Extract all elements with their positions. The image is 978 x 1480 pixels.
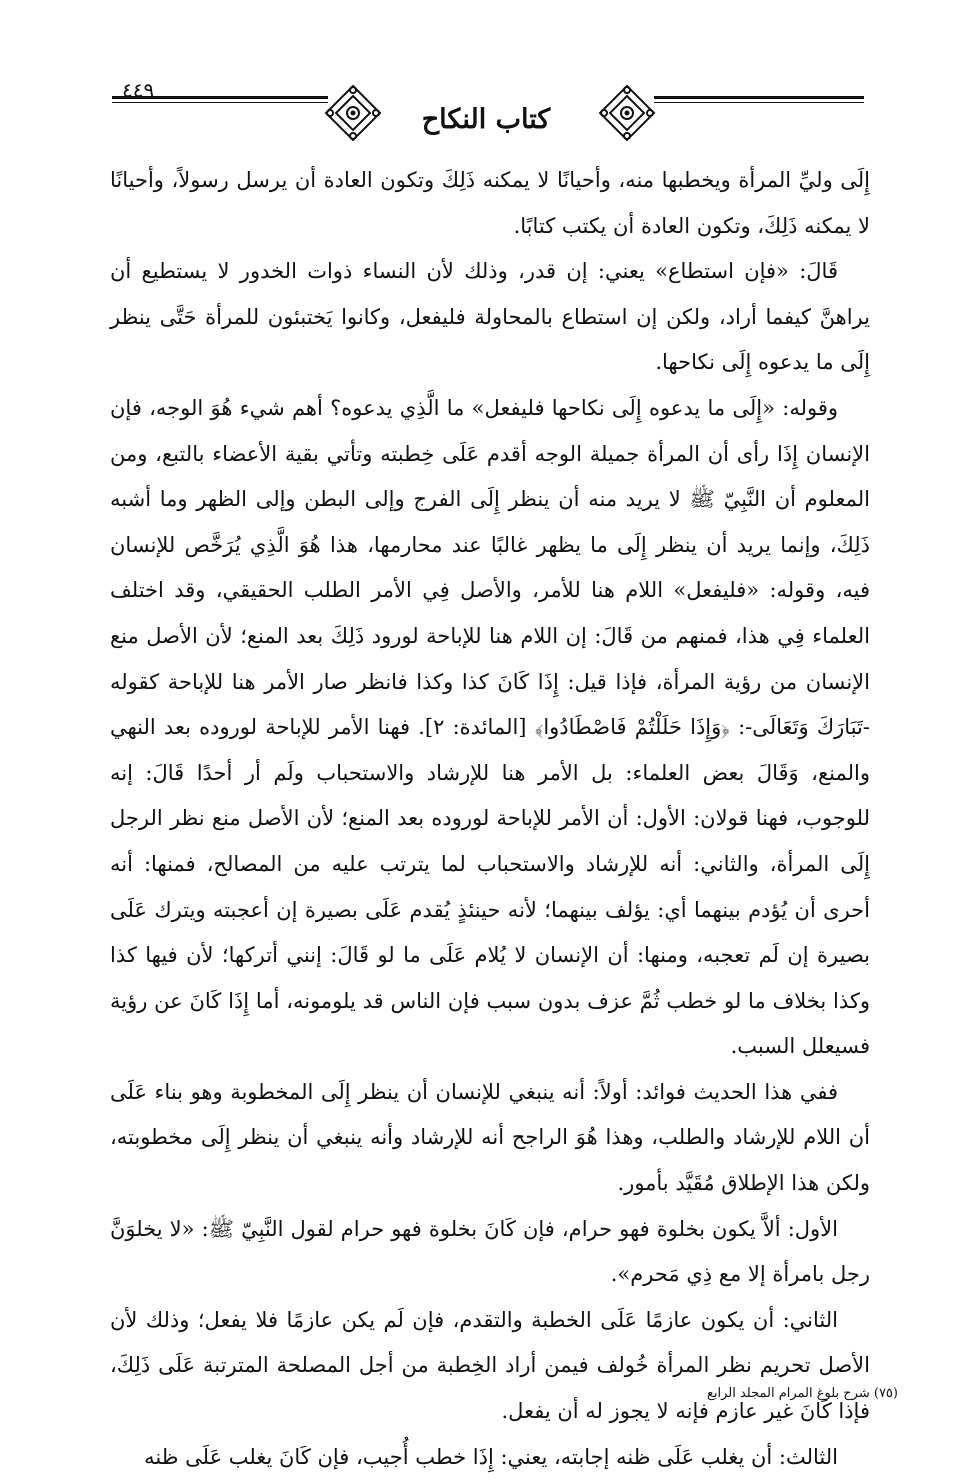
ornament-left-icon <box>322 82 384 144</box>
paragraph-6: الثاني: أن يكون عازمًا عَلَى الخطبة والتقدم، فإن لَم يكن عازمًا فلا يفعل؛ وذلك لأن الأصل تحريم نظر المرأة خُولف فيمن أراد الخِطبة من أجل المصلحة المترتبة عَلَى ذَلِكَ، فإذا كَانَ غير عازم فإنه لا يجوز له أن يفعل. <box>110 1307 870 1424</box>
page-header <box>112 78 864 156</box>
page-footer: (٧٥) شرح بلوغ المرام المجلد الرابع <box>706 1386 898 1401</box>
paragraph-7: الثالث: أن يغلب عَلَى ظنه إجابته، يعني: إِذَا خطب أُجيب، فإن كَانَ يغلب عَلَى ظنه <box>144 1444 838 1469</box>
header-rule-right <box>654 96 864 99</box>
header-rule-right-thin <box>654 102 864 103</box>
header-rule-left-thin <box>112 102 328 103</box>
paragraph-5: الأول: ألاَّ يكون بخلوة فهو حرام، فإن كَانَ بخلوة فهو حرام لقول النَّبِيّ ﷺ: «لا يخلوَنَّ رجل بامرأة إلا مع ذِي مَحرم». <box>110 1216 870 1287</box>
chapter-title: كتاب النكاح <box>421 104 551 135</box>
paragraph-3: وقوله: «إِلَى ما يدعوه إِلَى نكاحها فليفعل» ما الَّذِي يدعوه؟ أهم شيء هُوَ الوجه، فإن الإنسان إِذَا رأى أن المرأة جميلة الوجه أقدم عَلَى خِطبته وتأتي بقية الأعضاء بالتبع، ومن المعلوم أن النَّبِيّ ﷺ لا يريد منه أن ينظر إِلَى الفرج وإلى البطن وإلى الظهر وما أشبه ذَلِكَ، وإنما يريد أن ينظر إِلَى ما يظهر غالبًا عند محارمها، هذا هُوَ الَّذِي يُرَخَّص للإنسان فيه، وقوله: «فليفعل» اللام هنا للأمر، والأصل فِي الأمر الطلب الحقيقي، وقد اختلف العلماء فِي هذا، فمنهم من قَالَ: إن اللام هنا للإباحة لورود ذَلِكَ بعد المنع؛ لأن الأصل منع الإنسان من رؤية المرأة، فإذا قيل: إِذَا كَانَ كذا وكذا فانظر صار الأمر هنا للإباحة كقوله -تَبَارَكَ وَتَعَالَى-: ﴿وَإِذَا حَلَلْتُمْ فَاصْطَادُوا﴾ [المائدة: ٢]. فهنا الأمر للإباحة لوروده بعد النهي والمنع، وَقَالَ بعض العلماء: بل الأمر هنا للإرشاد والاستحباب ولَم أر أحدًا قَالَ: إنه للوجوب، فهنا قولان: الأول: أن الأمر للإباحة لوروده بعد المنع؛ لأن الأصل منع نظر الرجل إِلَى المرأة، والثاني: أنه للإرشاد والاستحباب لما يترتب عليه من المصالح، فمنها: أنه أحرى أن يُؤدم بينهما أي: يؤلف بينهما؛ لأنه حينئذٍ يُقدم عَلَى بصيرة إن أعجبته ويترك عَلَى بصيرة إن لَم تعجبه، ومنها: أن الإنسان لا يُلام عَلَى ما لو قَالَ: إنني أتركها؛ لأن فيها كذا وكذا بخلاف ما لو خطب ثُمَّ عزف بدون سبب فإن الناس قد يلومونه، أما إِذَا كَانَ عن رؤية فسيعلل السبب. <box>110 395 870 1059</box>
paragraph-2: قَالَ: «فإن استطاع» يعني: إن قدر، وذلك لأن النساء ذوات الخدور لا يستطيع أن يراهنَّ كيفما أراد، ولكن إن استطاع بالمحاولة فليفعل، وكانوا يَختبئون للمرأة حَتَّى ينظر إِلَى ما يدعوه إِلَى نكاحها. <box>110 259 870 375</box>
ornament-right-icon <box>596 82 658 144</box>
page-body <box>110 158 870 1480</box>
paragraph-4: ففي هذا الحديث فوائد: أولاً: أنه ينبغي للإنسان أن ينظر إِلَى المخطوبة وهو بناء عَلَى أن اللام للإرشاد والطلب، وهذا هُوَ الراجح أنه للإرشاد وأنه ينبغي أن ينظر إِلَى مخطوبته، ولكن هذا الإطلاق مُقَيَّد بأمور. <box>110 1079 870 1196</box>
page-number: ٤٤٩ <box>122 78 155 102</box>
paragraph-1: إِلَى وليِّ المرأة ويخطبها منه، وأحيانًا لا يمكنه ذَلِكَ وتكون العادة أن يرسل رسولاً، وأحيانًا لا يمكنه ذَلِكَ، وتكون العادة أن يكتب كتابًا. <box>110 168 870 238</box>
